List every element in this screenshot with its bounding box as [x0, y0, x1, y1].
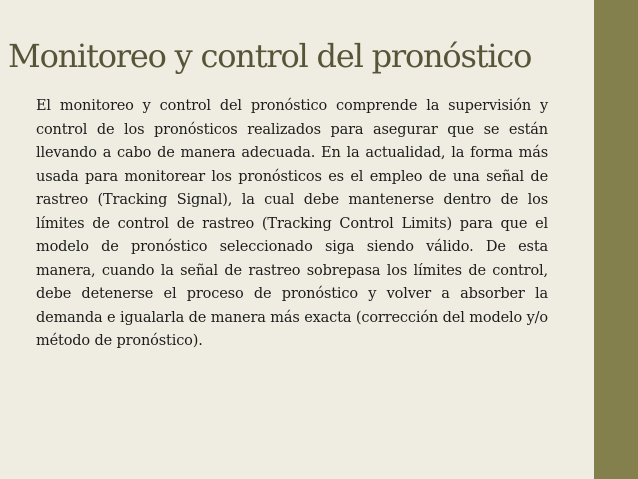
accent-side-bar: [594, 0, 638, 479]
slide-body-text: El monitoreo y control del pronóstico comprende la supervisión y control de los pronósticos realizados para asegurar que se están llevando a cabo de manera adecuada. En la actualidad, la forma más usada para monitorear los pronósticos es el empleo de una señal de rastreo (Tracking Signal), la cual debe mantenerse dentro de los límites de control de rastreo (Tracking Control Limits) para que el modelo de pronóstico seleccionado siga siendo válido. De esta manera, cuando la señal de rastreo sobrepasa los límites de control, debe detenerse el proceso de pronóstico y volver a absorber la demanda e igualarla de manera más exacta (corrección del modelo y/o método de pronóstico).: [36, 98, 548, 349]
slide-title: Monitoreo y control del pronóstico: [8, 37, 532, 75]
